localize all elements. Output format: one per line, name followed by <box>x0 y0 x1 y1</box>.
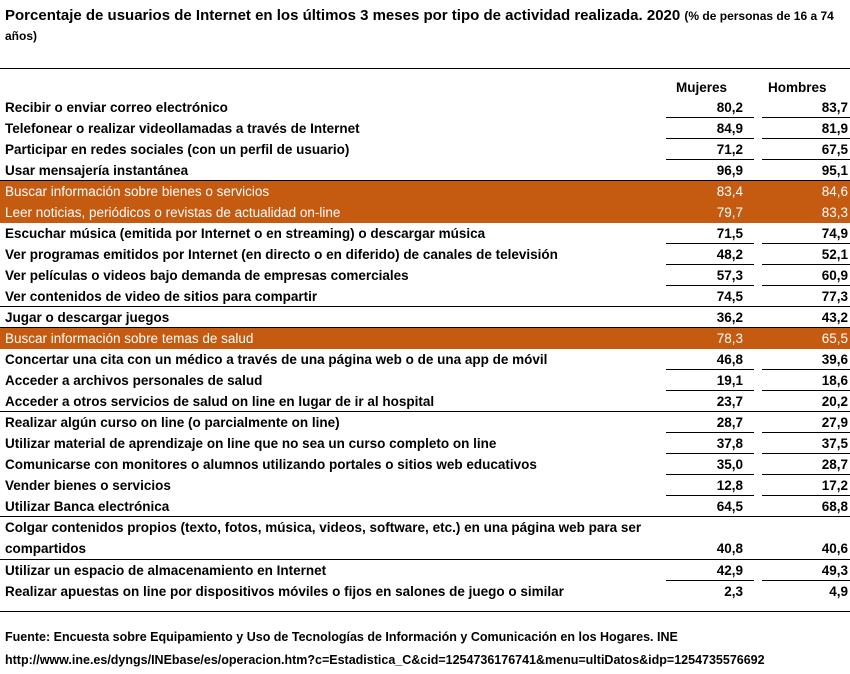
row-label: Realizar apuestas on line por dispositivos móviles o fijos en salones de juego o similar <box>5 584 564 599</box>
value-hombres: 49,3 <box>821 563 848 578</box>
row-label: Ver programas emitidos por Internet (en directo o en diferido) de canales de televisión <box>5 247 558 262</box>
row-label: Vender bienes o servicios <box>5 478 171 493</box>
row-label: Concertar una cita con un médico a través de una página web o de una app de móvil <box>5 352 548 367</box>
table-row <box>0 349 850 370</box>
table-row <box>0 517 850 560</box>
value-mujeres: 79,7 <box>716 205 743 220</box>
value-hombres: 17,2 <box>821 478 848 493</box>
table-row <box>0 202 850 223</box>
value-hombres: 65,5 <box>821 331 848 346</box>
row-label: Ver películas o videos bajo demanda de empresas comerciales <box>5 268 409 283</box>
table-row <box>0 370 850 391</box>
row-label: Comunicarse con monitores o alumnos utilizando portales o sitios web educativos <box>5 457 537 472</box>
value-mujeres: 80,2 <box>716 100 743 115</box>
value-mujeres: 23,7 <box>716 394 743 409</box>
table-row <box>0 307 850 328</box>
value-mujeres: 96,9 <box>716 163 743 178</box>
table-row <box>0 181 850 202</box>
row-label: Ver contenidos de video de sitios para compartir <box>5 289 318 304</box>
row-label: Escuchar música (emitida por Internet o en streaming) o descargar música <box>5 226 486 241</box>
table-row <box>0 475 850 496</box>
table-row <box>0 391 850 412</box>
row-label: Participar en redes sociales (con un perfil de usuario) <box>5 142 350 157</box>
value-hombres: 20,2 <box>821 394 848 409</box>
row-label: Colgar contenidos propios (texto, fotos, música, videos, software, etc.) en una página web para ser compartidos <box>5 520 642 556</box>
row-label: Leer noticias, periódicos o revistas de actualidad on-line <box>5 205 341 220</box>
value-hombres: 39,6 <box>821 352 848 367</box>
value-mujeres: 78,3 <box>716 331 743 346</box>
value-mujeres: 57,3 <box>716 268 743 283</box>
column-header-hombres: Hombres <box>768 80 827 95</box>
table-row <box>0 139 850 160</box>
value-mujeres: 37,8 <box>716 436 743 451</box>
value-mujeres: 42,9 <box>716 563 743 578</box>
value-mujeres: 64,5 <box>716 499 743 514</box>
source-note: Fuente: Encuesta sobre Equipamiento y Uso de Tecnologías de Información y Comunicación en los Hogares. INE <box>5 630 678 644</box>
value-hombres: 18,6 <box>821 373 848 388</box>
value-hombres: 77,3 <box>821 289 848 304</box>
title-text: Porcentaje de usuarios de Internet en los últimos 3 meses por tipo de actividad realizada. 2020 <box>5 7 681 24</box>
value-mujeres: 19,1 <box>716 373 743 388</box>
row-label: Jugar o descargar juegos <box>5 310 170 325</box>
value-mujeres: 35,0 <box>716 457 743 472</box>
table-row <box>0 223 850 244</box>
row-label: Acceder a archivos personales de salud <box>5 373 263 388</box>
table-row <box>0 328 850 349</box>
column-header-mujeres: Mujeres <box>676 80 728 95</box>
table-row <box>0 265 850 286</box>
row-label: Acceder a otros servicios de salud on line en lugar de ir al hospital <box>5 394 435 409</box>
value-mujeres: 84,9 <box>716 121 743 136</box>
value-hombres: 74,9 <box>821 226 848 241</box>
value-hombres: 81,9 <box>821 121 848 136</box>
value-mujeres: 48,2 <box>716 247 743 262</box>
table-row <box>0 433 850 454</box>
value-mujeres: 12,8 <box>716 478 743 493</box>
bottom-rule <box>0 611 850 612</box>
value-hombres: 43,2 <box>821 310 848 325</box>
row-label: Buscar información sobre temas de salud <box>5 331 254 346</box>
source-url[interactable]: http://www.ine.es/dyngs/INEbase/es/operacion.htm?c=Estadistica_C&cid=1254736176741&menu=ultiDatos&idp=1254735576692 <box>5 653 765 667</box>
table-row <box>0 496 850 517</box>
value-hombres: 28,7 <box>821 457 848 472</box>
value-mujeres: 71,2 <box>716 142 743 157</box>
value-mujeres: 2,3 <box>724 584 743 599</box>
value-hombres: 83,7 <box>821 100 848 115</box>
table-title <box>5 6 845 46</box>
value-hombres: 27,9 <box>821 415 848 430</box>
value-hombres: 4,9 <box>829 584 848 599</box>
value-hombres: 84,6 <box>821 184 848 199</box>
row-label: Buscar información sobre bienes o servicios <box>5 184 270 199</box>
table-row <box>0 412 850 433</box>
value-mujeres: 28,7 <box>716 415 743 430</box>
value-mujeres: 83,4 <box>716 184 743 199</box>
table-row <box>0 286 850 307</box>
row-label: Telefonear o realizar videollamadas a través de Internet <box>5 121 360 136</box>
value-mujeres: 36,2 <box>716 310 743 325</box>
table-row <box>0 244 850 265</box>
top-rule <box>0 68 850 69</box>
value-mujeres: 40,8 <box>716 541 743 556</box>
table-row <box>0 160 850 181</box>
table-row <box>0 97 850 118</box>
row-label: Utilizar un espacio de almacenamiento en Internet <box>5 563 327 578</box>
row-label: Utilizar Banca electrónica <box>5 499 170 514</box>
row-label: Realizar algún curso on line (o parcialmente on line) <box>5 415 340 430</box>
value-mujeres: 71,5 <box>716 226 743 241</box>
title-subtitle: (% de personas de 16 a 74 años) <box>5 9 834 43</box>
value-mujeres: 74,5 <box>716 289 743 304</box>
value-hombres: 68,8 <box>821 499 848 514</box>
value-hombres: 52,1 <box>821 247 848 262</box>
table-row <box>0 560 850 581</box>
value-hombres: 67,5 <box>821 142 848 157</box>
row-label: Recibir o enviar correo electrónico <box>5 100 228 115</box>
row-label: Usar mensajería instantánea <box>5 163 189 178</box>
row-label: Utilizar material de aprendizaje on line que no sea un curso completo on line <box>5 436 497 451</box>
value-hombres: 40,6 <box>821 541 848 556</box>
table-row <box>0 581 850 602</box>
value-mujeres: 46,8 <box>716 352 743 367</box>
value-hombres: 60,9 <box>821 268 848 283</box>
value-hombres: 83,3 <box>821 205 848 220</box>
value-hombres: 95,1 <box>821 163 848 178</box>
table-row <box>0 454 850 475</box>
value-hombres: 37,5 <box>821 436 848 451</box>
table-row <box>0 118 850 139</box>
